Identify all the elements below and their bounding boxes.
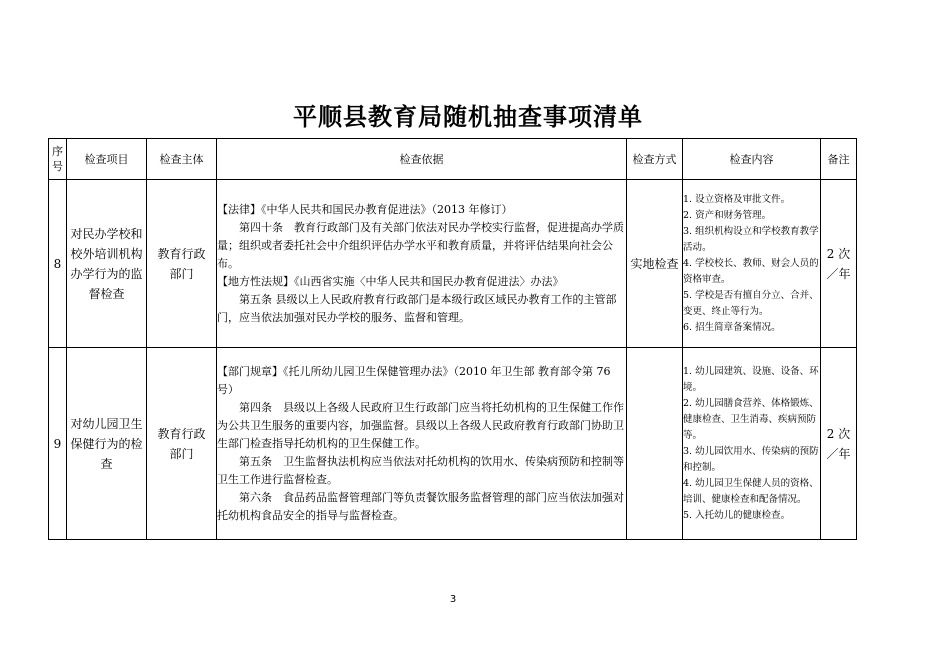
content-item: 3. 组织机构设立和学校教育教学活动。 <box>683 225 819 253</box>
content-item: 2. 幼儿园膳食营养、体格锻炼、健康检查、卫生消毒、疾病预防等。 <box>683 397 819 441</box>
basis-law-heading: 【地方性法规】《山西省实施〈中华人民共和国民办教育促进法〉办法》 <box>217 274 564 288</box>
page-title: 平顺县教育局随机抽查事项清单 <box>293 103 643 131</box>
row-seq: 9 <box>49 348 67 540</box>
header-subject: 检查主体 <box>147 139 217 180</box>
row-method: 实地检查 <box>627 180 683 348</box>
content-item: 3. 幼儿园饮用水、传染病的预防和控制。 <box>683 445 819 473</box>
content-item: 2. 资产和财务管理。 <box>683 209 772 221</box>
content-item: 4. 学校校长、教师、财会人员的资格审查。 <box>683 257 819 285</box>
row-item: 对幼儿园卫生保健行为的检查 <box>67 348 147 540</box>
header-note: 备注 <box>821 139 857 180</box>
row-item: 对民办学校和校外培训机构办学行为的监督检查 <box>67 180 147 348</box>
basis-law-heading: 【法律】《中华人民共和国民办教育促进法》（2013 年修订） <box>217 202 513 216</box>
content-item: 4. 幼儿园卫生保健人员的资格、培训、健康检查和配备情况。 <box>683 477 819 505</box>
row-subject: 教育行政部门 <box>147 348 217 540</box>
basis-article: 第五条 卫生监督执法机构应当依法对托幼机构的饮用水、传染病预防和控制等卫生工作进行监督检查。 <box>217 454 624 486</box>
row-basis <box>217 180 627 348</box>
content-item: 1. 设立资格及审批文件。 <box>683 193 791 205</box>
row-content <box>683 180 821 348</box>
header-content: 检查内容 <box>683 139 821 180</box>
content-item: 5. 入托幼儿的健康检查。 <box>683 509 791 521</box>
row-note: 2 次／年 <box>821 348 857 540</box>
basis-law-heading: 【部门规章】《托儿所幼儿园卫生保健管理办法》（2010 年卫生部 教育部令第 76 号） <box>217 364 611 396</box>
header-item: 检查项目 <box>67 139 147 180</box>
row-basis <box>217 348 627 540</box>
basis-article: 第六条 食品药品监督管理部门等负责餐饮服务监督管理的部门应当依法加强对托幼机构食品安全的指导与监督检查。 <box>217 490 624 522</box>
row-note: 2 次／年 <box>821 180 857 348</box>
basis-article: 第四条 县级以上各级人民政府卫生行政部门应当将托幼机构的卫生保健工作作为公共卫生服务的重要内容，加强监督。县级以上各级人民政府教育行政部门协助卫生部门检查指导托幼机构的卫生保健工作。 <box>217 400 624 450</box>
table-row <box>49 180 857 348</box>
row-subject: 教育行政部门 <box>147 180 217 348</box>
content-item: 5. 学校是否有擅自分立、合并、变更、终止等行为。 <box>683 289 819 317</box>
row-seq: 8 <box>49 180 67 348</box>
page-number: 3 <box>449 594 457 605</box>
content-item: 1. 幼儿园建筑、设施、设备、环境。 <box>683 365 819 393</box>
header-basis: 检查依据 <box>217 139 627 180</box>
header-seq: 序号 <box>49 139 67 180</box>
basis-article: 第五条 县级以上人民政府教育行政部门是本级行政区域民办教育工作的主管部门，应当依法加强对民办学校的服务、监督和管理。 <box>217 292 617 324</box>
header-method: 检查方式 <box>627 139 683 180</box>
row-method <box>627 348 683 540</box>
table-row <box>49 348 857 540</box>
basis-article: 第四十条 教育行政部门及有关部门依法对民办学校实行监督，促进提高办学质量；组织或者委托社会中介组织评估办学水平和教育质量，并将评估结果向社会公布。 <box>217 220 624 270</box>
row-content <box>683 348 821 540</box>
table-header-row <box>49 139 857 180</box>
inspection-table <box>48 138 857 540</box>
content-item: 6. 招生简章备案情况。 <box>683 321 781 333</box>
